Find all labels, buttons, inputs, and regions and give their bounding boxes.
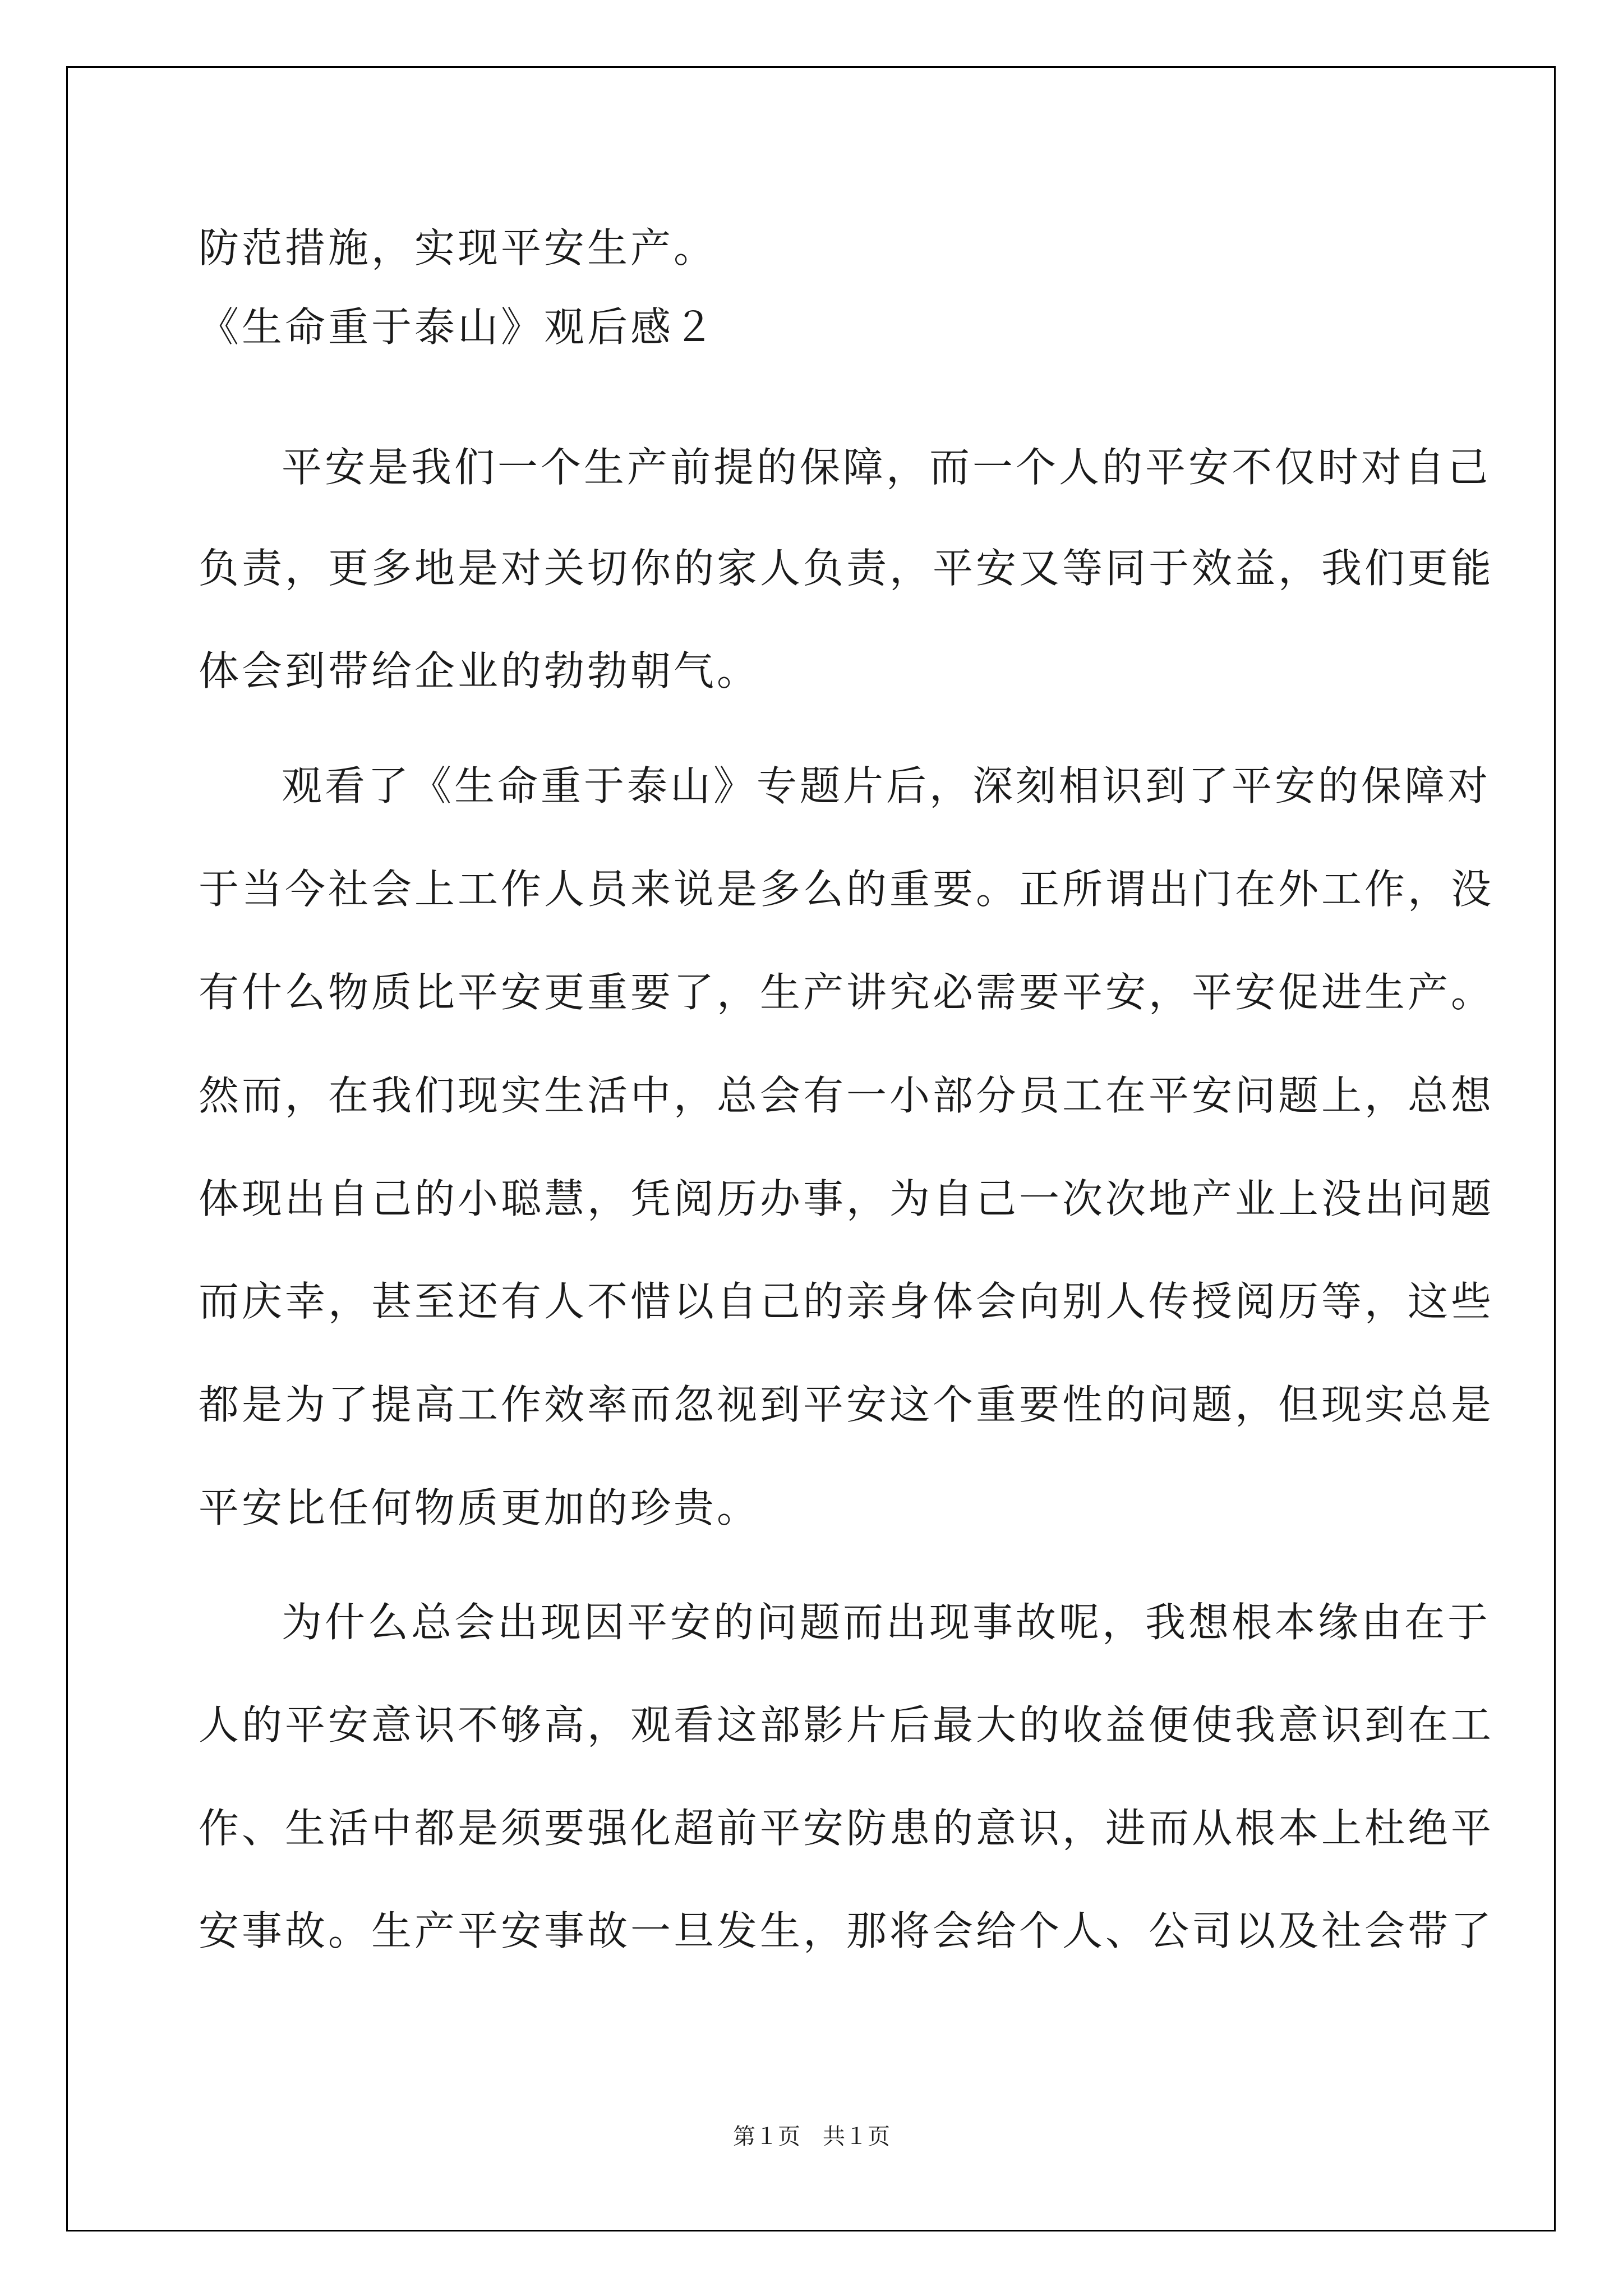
section-heading: 《生命重于泰山》观后感２ [199, 303, 717, 351]
body-line: 负责，更多地是对关切你的家人负责，平安又等同于效益，我们更能 [199, 545, 1495, 592]
body-line: 于当今社会上工作人员来说是多么的重要。正所谓出门在外工作，没 [199, 866, 1495, 913]
body-line: 都是为了提高工作效率而忽视到平安这个重要性的问题，但现实总是 [199, 1381, 1495, 1428]
page-number-footer: 第１页 共１页 [733, 2124, 890, 2150]
body-line: 作、生活中都是须要强化超前平安防患的意识，进而从根本上杜绝平 [199, 1805, 1495, 1852]
body-line-paragraph-3-start: 为什么总会出现因平安的问题而出现事故呢，我想根本缘由在于 [282, 1599, 1491, 1646]
body-line: 人的平安意识不够高，观看这部影片后最大的收益便使我意识到在工 [199, 1701, 1495, 1749]
page-border [66, 66, 1556, 2231]
body-line: 有什么物质比平安更重要了，生产讲究必需要平安，平安促进生产。 [199, 969, 1495, 1016]
body-line-paragraph-1-start: 平安是我们一个生产前提的保障，而一个人的平安不仅时对自己 [282, 444, 1491, 491]
body-line: 平安比任何物质更加的珍贵。 [199, 1484, 760, 1531]
body-line: 体现出自己的小聪慧，凭阅历办事，为自己一次次地产业上没出问题 [199, 1175, 1495, 1222]
body-line-1: 防范措施，实现平安生产。 [199, 224, 717, 272]
body-line-paragraph-2-start: 观看了《生命重于泰山》专题片后，深刻相识到了平安的保障对 [282, 762, 1491, 809]
body-line: 体会到带给企业的勃勃朝气。 [199, 647, 760, 694]
body-line: 然而，在我们现实生活中，总会有一小部分员工在平安问题上，总想 [199, 1072, 1495, 1119]
body-line: 安事故。生产平安事故一旦发生，那将会给个人、公司以及社会带了 [199, 1907, 1495, 1954]
body-line: 而庆幸，甚至还有人不惜以自己的亲身体会向别人传授阅历等，这些 [199, 1278, 1495, 1325]
